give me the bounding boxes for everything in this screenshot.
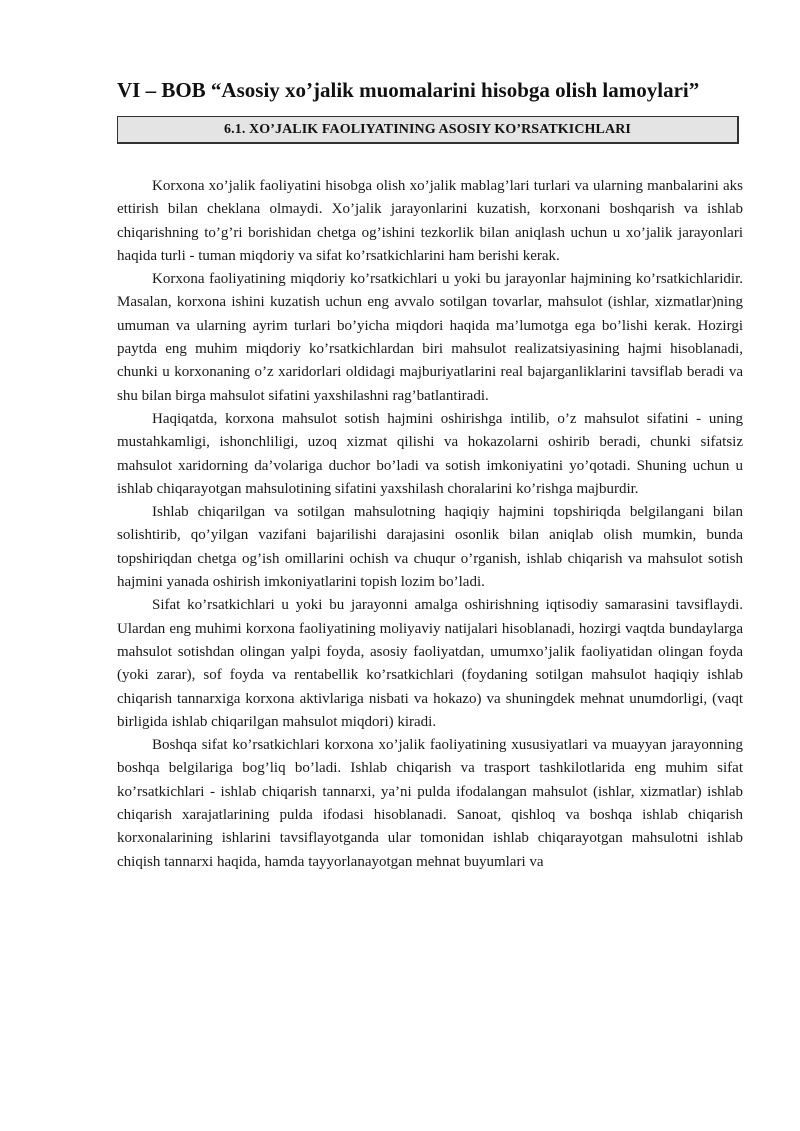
section-title: 6.1. XO’JALIK FAOLIYATINING ASOSIY KO’RSATKICHLARI [224, 122, 631, 137]
paragraph-4: Ishlab chiqarilgan va sotilgan mahsulotning haqiqiy hajmini topshiriqda belgilangani bilan solishtirib, qo’yilgan vazifani bajarilishi darajasini osonlik bilan aniqlab olish mumkin, bunda topshiriqdan chetga og’ish omillarini ochish va chuqur o’rganish, ishlab chiqarish va mahsulot sotish hajmini yanada oshirish imkoniyatlarini topish lozim bo’ladi. [117, 504, 743, 591]
body-text [117, 175, 743, 874]
paragraph-1: Korxona xo’jalik faoliyatini hisobga olish xo’jalik mablag’lari turlari va ularning manbalarini aks ettirish bilan cheklana olmaydi. Xo’jalik jarayonlarini kuzatish, korxonani boshqarish va ishlab chiqarishning to’g’ri borishidan chetga og’ishini tezkorlik bilan aniqlash uchun u xo’jalik jarayonlari haqida turli - tuman miqdoriy va sifat ko’rsatkichlarini ham berishi kerak. [117, 178, 743, 264]
paragraph-5: Sifat ko’rsatkichlari u yoki bu jarayonni amalga oshirishning iqtisodiy samarasini tavsiflaydi. Ulardan eng muhimi korxona faoliyatining moliyaviy natijalari hisoblanadi, hozirgi vaqtda bundaylarga mahsulot sotishdan olingan yalpi foyda, asosiy faoliyatdan, umumxo’jalik faoliyatidan olingan foyda (yoki zarar), sof foyda va rentabellik ko’rsatkichlari (foydaning sotilgan mahsulot haqiqiy ishlab chiqarish tannarxiga korxona aktivlariga nisbati va hokazo) va shuningdek mehnat unumdorligi, (vaqt birligida ishlab chiqarilgan mahsulot miqdori) kiradi. [117, 597, 743, 730]
chapter-title: VI – BOB “Asosiy xo’jalik muomalarini hisobga olish lamoylari” [117, 78, 700, 102]
section-heading-box [117, 116, 739, 144]
paragraph-2: Korxona faoliyatining miqdoriy ko’rsatkichlari u yoki bu jarayonlar hajmining ko’rsatkichlaridir. Masalan, korxona ishini kuzatish uchun eng avvalo sotilgan tovarlar, mahsulot (ishlar, xizmatlar)ning umuman va ularning ayrim turlari bo’yicha miqdori haqida ma’lumotga ega bo’lishi kerak. Hozirgi paytda eng muhim miqdoriy ko’rsatkichlardan biri mahsulot realizatsiyasining hajmi hisoblanadi, chunki u korxonaning o’z xaridorlari oldidagi majburiyatlarini real bajarganliklarini tavsiflab beradi va shu bilan birga mahsulot sifatini yaxshilashni rag’batlantiradi. [117, 271, 743, 404]
paragraph-3: Haqiqatda, korxona mahsulot sotish hajmini oshirishga intilib, o’z mahsulot sifatini - uning mustahkamligi, ishonchliligi, uzoq xizmat qilishi va hokazolarni oshirib beradi, chunki sifatsiz mahsulot xaridorning da’volariga duchor bo’ladi va sotish imkoniyatini yo’qotadi. Shuning uchun u ishlab chiqarayotgan mahsulotining sifatini yaxshilash choralarini ko’rishga majburdir. [117, 410, 743, 497]
paragraph-6: Boshqa sifat ko’rsatkichlari korxona xo’jalik faoliyatining xususiyatlari va muayyan jarayonning boshqa belgilariga bog’liq bo’ladi. Ishlab chiqarish va trasport tashkilotlarida eng muhim sifat ko’rsatkichlari - ishlab chiqarish tannarxi, ya’ni pulda ifodalangan mahsulot (ishlar, xizmatlar) ishlab chiqarish xarajatlarining pulda ifodasi hisoblanadi. Sanoat, qishloq va boshqa ishlab chiqarish korxonalarining ishlarini tavsiflayotganda ular tomonidan ishlab chiqarayotgan mahsulotni ishlab chiqish tannarxi haqida, hamda tayyorlanayotgan mehnat buyumlari va [117, 737, 743, 870]
